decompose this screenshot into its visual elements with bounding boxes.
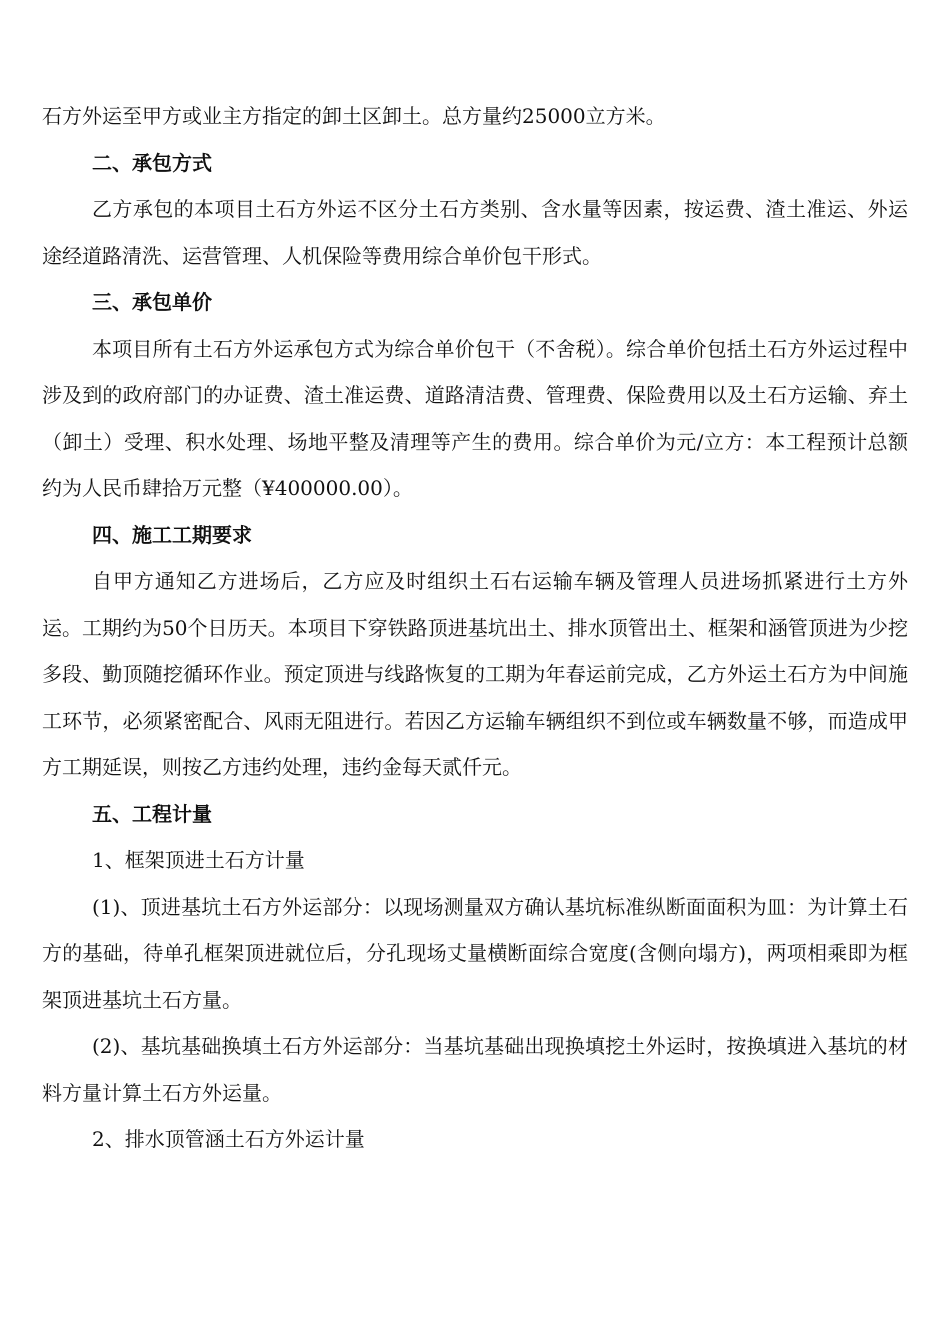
paragraph-measurement-item-1-1: (1)、顶进基坑土石方外运部分：以现场测量双方确认基坑标准纵断面面积为皿：为计算土石方的基础，待单孔框架顶进就位后，分孔现场丈量横断面综合宽度(含侧向塌方)，两项相乘即为框架顶进基坑土石方量。 <box>42 894 908 1012</box>
paragraph-continuation: 石方外运至甲方或业主方指定的卸土区卸土。总方量约25000立方米。 <box>42 104 666 128</box>
paragraph-schedule: 自甲方通知乙方进场后，乙方应及时组织土石右运输车辆及管理人员进场抓紧进行土方外运。工期约为50个日历天。本项目下穿铁路顶进基坑出土、排水顶管出土、框架和涵管顶进为少挖多段、勤顶随挖循环作业。预定顶进与线路恢复的工期为年春运前完成，乙方外运土石方为中间施工环节，必须紧密配合、风雨无阻进行。若因乙方运输车辆组织不到位或车辆数量不够，而造成甲方工期延误，则按乙方违约处理，违约金每天贰仟元。 <box>42 569 908 779</box>
section-heading-schedule: 四、施工工期要求 <box>92 522 252 547</box>
paragraph-measurement-item-1-2: (2)、基坑基础换填土石方外运部分：当基坑基础出现换填挖土外运时，按换填进入基坑的材料方量计算土石方外运量。 <box>42 1034 908 1105</box>
section-heading-measurement: 五、工程计量 <box>92 801 212 826</box>
paragraph-measurement-item-1: 1、框架顶进土石方计量 <box>92 848 305 872</box>
paragraph-unit-price: 本项目所有土石方外运承包方式为综合单价包干（不舍税）。综合单价包括土石方外运过程中涉及到的政府部门的办证费、渣土准运费、道路清洁费、管理费、保险费用以及土石方运输、弃土（卸土）受理、积水处理、场地平整及清理等产生的费用。综合单价为元/立方：本工程预计总额约为人民币肆拾万元整（¥400000.00）。 <box>42 336 908 500</box>
paragraph-contract-method: 乙方承包的本项目土石方外运不区分土石方类别、含水量等因素，按运费、渣土准运、外运途经道路清洗、运营管理、人机保险等费用综合单价包干形式。 <box>42 197 908 268</box>
paragraph-measurement-item-2: 2、排水顶管涵土石方外运计量 <box>92 1127 365 1151</box>
section-heading-contract-method: 二、承包方式 <box>92 150 212 175</box>
section-heading-unit-price: 三、承包单价 <box>92 290 212 314</box>
